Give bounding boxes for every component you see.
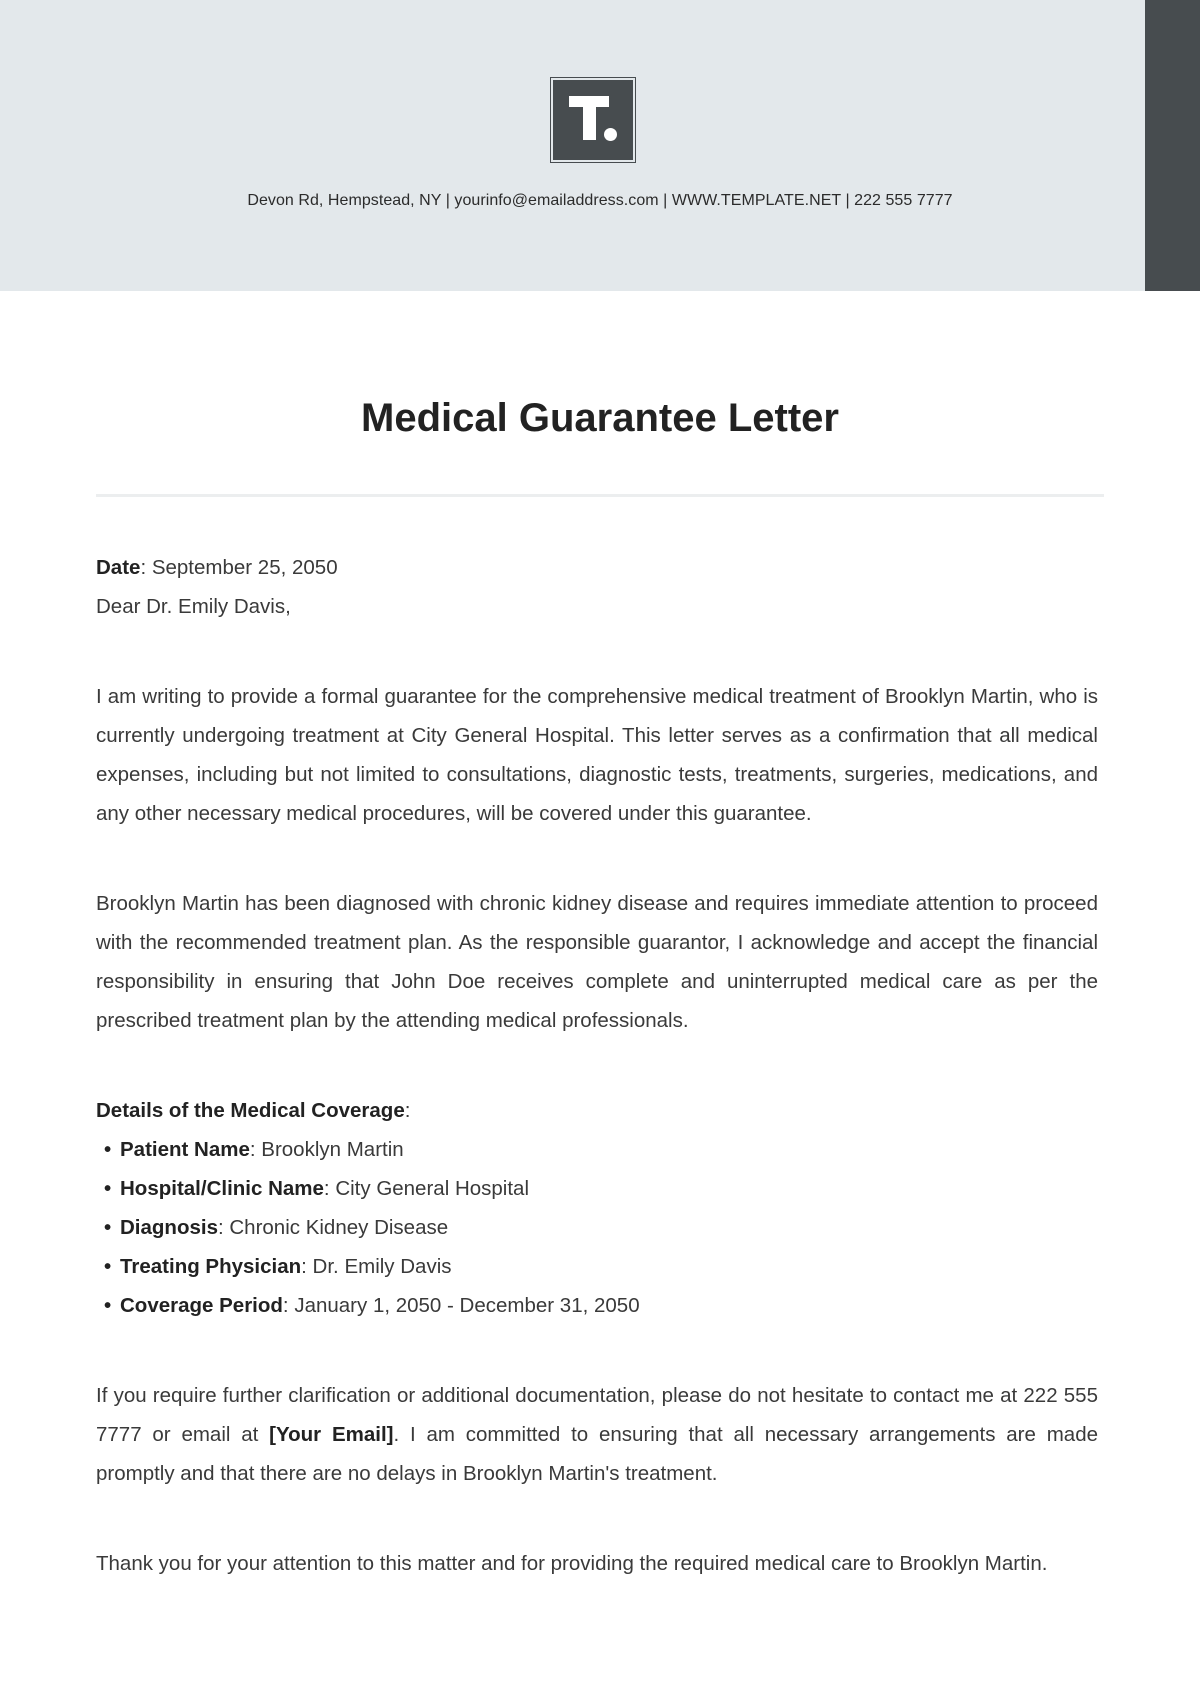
detail-value: : January 1, 2050 - December 31, 2050: [282, 1294, 640, 1317]
template-logo-icon: [550, 77, 636, 163]
detail-value: : Dr. Emily Davis: [301, 1255, 452, 1278]
logo-t-stem: [583, 96, 596, 140]
list-item: [96, 1247, 1098, 1286]
date-label: Date: [96, 556, 141, 579]
date-line: [96, 548, 1098, 587]
list-item: [96, 1130, 1098, 1169]
bullet-icon: •: [104, 1177, 112, 1200]
paragraph-diagnosis: Brooklyn Martin has been diagnosed with chronic kidney disease and requires immediate attention to proceed with the recommended treatment plan. As the responsible guarantor, I acknowledge and accept the financial responsibility in ensuring that John Doe receives complete and uninterrupted medical care as per the prescribed treatment plan by the attending medical professionals.: [96, 892, 1098, 1032]
salutation: Dear Dr. Emily Davis,: [96, 595, 291, 618]
bullet-icon: •: [104, 1216, 112, 1239]
details-heading: [96, 1091, 1098, 1130]
detail-value: : Brooklyn Martin: [249, 1138, 404, 1161]
email-placeholder: [Your Email]: [269, 1423, 394, 1446]
detail-label: Diagnosis: [120, 1216, 218, 1239]
bullet-icon: •: [104, 1255, 112, 1278]
bullet-icon: •: [104, 1294, 112, 1317]
header-accent-strip: [1145, 0, 1200, 291]
list-item: [96, 1169, 1098, 1208]
letter-body: [96, 548, 1098, 1583]
detail-value: : City General Hospital: [323, 1177, 530, 1200]
detail-value: : Chronic Kidney Disease: [217, 1216, 449, 1239]
detail-label: Coverage Period: [120, 1294, 283, 1317]
contact-text-after: . I am committed to ensuring that all necessary arrangements are made promptly and that there are no delays in Brooklyn Martin's treatment.: [96, 1423, 1098, 1485]
date-value: : September 25, 2050: [140, 556, 338, 579]
letterhead: [0, 0, 1200, 291]
detail-label: Hospital/Clinic Name: [120, 1177, 324, 1200]
detail-label: Treating Physician: [120, 1255, 302, 1278]
coverage-details-list: [96, 1130, 1098, 1325]
logo-dot: [604, 128, 617, 141]
contact-line: Devon Rd, Hempstead, NY | yourinfo@emailaddress.com | WWW.TEMPLATE.NET | 222 555 7777: [247, 192, 953, 209]
detail-label: Patient Name: [120, 1138, 250, 1161]
details-heading-text: Details of the Medical Coverage: [96, 1099, 405, 1122]
list-item: [96, 1286, 1098, 1325]
details-heading-suffix: :: [404, 1099, 411, 1122]
title-divider: [96, 494, 1104, 497]
paragraph-contact: [96, 1376, 1098, 1493]
list-item: [96, 1208, 1098, 1247]
page-title: Medical Guarantee Letter: [361, 396, 839, 440]
paragraph-closing: Thank you for your attention to this matter and for providing the required medical care to Brooklyn Martin.: [96, 1552, 1048, 1575]
paragraph-guarantee: I am writing to provide a formal guarantee for the comprehensive medical treatment of Brooklyn Martin, who is currently undergoing treatment at City General Hospital. This letter serves as a confirmation that all medical expenses, including but not limited to consultations, diagnostic tests, treatments, surgeries, medications, and any other necessary medical procedures, will be covered under this guarantee.: [96, 685, 1098, 825]
bullet-icon: •: [104, 1138, 112, 1161]
contact-text-before: If you require further clarification or additional documentation, please do not hesitate to contact me at 222 555 7777 or email at: [96, 1384, 1098, 1446]
